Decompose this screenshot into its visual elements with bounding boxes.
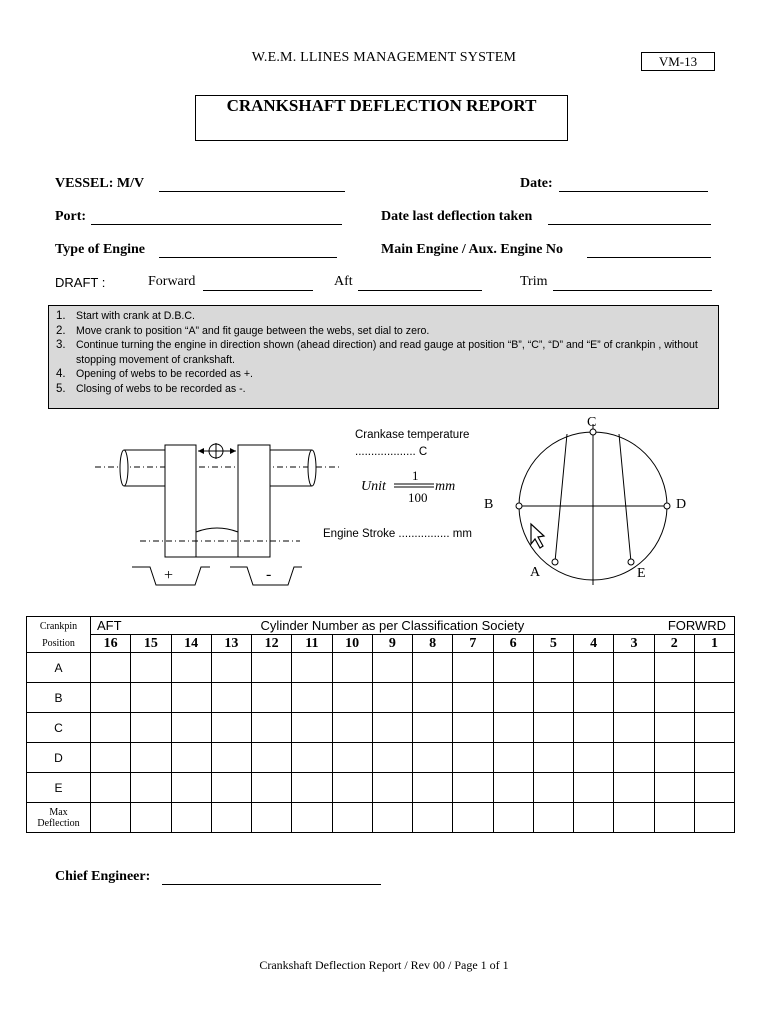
draft-aft-label: Aft	[334, 274, 353, 289]
reading-cell[interactable]	[493, 743, 533, 773]
reading-cell[interactable]	[453, 683, 493, 713]
reading-cell[interactable]	[413, 773, 453, 803]
reading-cell[interactable]	[694, 683, 734, 713]
row-label-max-deflection: Max Deflection	[27, 803, 91, 833]
cylinder-number-cell: 2	[654, 635, 694, 653]
reading-cell[interactable]	[372, 803, 412, 833]
cylinder-number-cell: 15	[131, 635, 171, 653]
date-input-line[interactable]	[559, 191, 708, 192]
reading-cell[interactable]	[493, 653, 533, 683]
reading-cell[interactable]	[292, 653, 332, 683]
reading-cell[interactable]	[453, 743, 493, 773]
reading-cell[interactable]	[91, 713, 131, 743]
reading-cell[interactable]	[413, 683, 453, 713]
position-d-label: D	[676, 497, 687, 512]
reading-cell[interactable]	[91, 683, 131, 713]
draft-forward-input-line[interactable]	[203, 290, 313, 291]
reading-cell[interactable]	[131, 743, 171, 773]
reading-cell[interactable]	[171, 803, 211, 833]
reading-cell[interactable]	[131, 683, 171, 713]
unit-denominator: 100	[408, 490, 428, 505]
reading-cell[interactable]	[332, 713, 372, 743]
reading-cell[interactable]	[453, 713, 493, 743]
reading-cell[interactable]	[574, 713, 614, 743]
reading-cell[interactable]	[91, 743, 131, 773]
reading-cell[interactable]	[413, 713, 453, 743]
unit-fraction-bar	[394, 483, 434, 489]
vessel-label: VESSEL: M/V	[55, 176, 145, 191]
date-label: Date:	[520, 176, 553, 191]
row-label-d: D	[27, 743, 91, 773]
reading-cell[interactable]	[332, 743, 372, 773]
cylinder-number-cell: 8	[413, 635, 453, 653]
port-input-line[interactable]	[91, 224, 342, 225]
page-footer: Crankshaft Deflection Report / Rev 00 / Page 1 of 1	[259, 958, 509, 972]
cylinder-number-cell: 7	[453, 635, 493, 653]
reading-cell[interactable]	[131, 773, 171, 803]
reading-cell[interactable]	[574, 803, 614, 833]
reading-cell[interactable]	[574, 683, 614, 713]
instruction-item: 1. Start with crank at D.B.C.	[56, 310, 195, 322]
reading-cell[interactable]	[654, 683, 694, 713]
reading-cell[interactable]	[614, 713, 654, 743]
reading-cell[interactable]	[533, 803, 573, 833]
position-b-label: B	[484, 497, 494, 512]
instruction-item: 3. Continue turning the engine in direction shown (ahead direction) and read gauge at position “B”, “C”, “D” and “E” of crankpin , without stopping movement of crankshaft.	[56, 339, 698, 366]
cylinder-number-cell: 3	[614, 635, 654, 653]
crankcase-temp-field[interactable]: ................... C	[355, 446, 428, 458]
reading-cell[interactable]	[91, 773, 131, 803]
reading-cell[interactable]	[91, 803, 131, 833]
reading-cell[interactable]	[211, 803, 251, 833]
reading-cell[interactable]	[292, 743, 332, 773]
cylinder-number-cell: 11	[292, 635, 332, 653]
reading-cell[interactable]	[252, 743, 292, 773]
reading-cell[interactable]	[131, 803, 171, 833]
draft-label: DRAFT :	[55, 275, 106, 290]
reading-cell[interactable]	[171, 773, 211, 803]
position-c-label: C	[587, 415, 597, 430]
reading-cell[interactable]	[614, 803, 654, 833]
reading-cell[interactable]	[252, 713, 292, 743]
reading-cell[interactable]	[292, 803, 332, 833]
reading-cell[interactable]	[654, 743, 694, 773]
trim-input-line[interactable]	[553, 290, 712, 291]
reading-cell[interactable]	[493, 683, 533, 713]
reading-cell[interactable]	[574, 653, 614, 683]
table-row	[27, 743, 735, 773]
position-e-label: E	[637, 566, 646, 581]
cylinder-number-cell: 13	[211, 635, 251, 653]
table-row	[27, 803, 735, 833]
reading-cell[interactable]	[453, 653, 493, 683]
date-last-label: Date last deflection taken	[381, 209, 533, 224]
reading-cell[interactable]	[614, 773, 654, 803]
aft-header: AFT	[91, 617, 172, 635]
row-label-b: B	[27, 683, 91, 713]
report-title: CRANKSHAFT DEFLECTION REPORT	[226, 96, 537, 115]
reading-cell[interactable]	[654, 653, 694, 683]
cylinder-number-cell: 10	[332, 635, 372, 653]
row-label-a: A	[27, 653, 91, 683]
reading-cell[interactable]	[332, 773, 372, 803]
reading-cell[interactable]	[91, 653, 131, 683]
reading-cell[interactable]	[413, 743, 453, 773]
reading-cell[interactable]	[453, 803, 493, 833]
table-header-row	[27, 617, 735, 635]
reading-cell[interactable]	[694, 773, 734, 803]
document-code: VM-13	[641, 52, 715, 71]
deflection-table	[26, 616, 735, 833]
draft-aft-input-line[interactable]	[358, 290, 482, 291]
cylinder-number-header: Cylinder Number as per Classification Society	[171, 617, 614, 635]
reading-cell[interactable]	[493, 803, 533, 833]
reading-cell[interactable]	[453, 773, 493, 803]
engine-no-input-line[interactable]	[587, 257, 711, 258]
reading-cell[interactable]	[372, 683, 412, 713]
instructions-box	[48, 305, 719, 409]
engine-no-label: Main Engine / Aux. Engine No	[381, 242, 564, 257]
reading-cell[interactable]	[292, 713, 332, 743]
reading-cell[interactable]	[211, 683, 251, 713]
reading-cell[interactable]	[654, 803, 694, 833]
reading-cell[interactable]	[614, 683, 654, 713]
port-label: Port:	[55, 209, 87, 224]
reading-cell[interactable]	[332, 683, 372, 713]
reading-cell[interactable]	[131, 653, 171, 683]
reading-cell[interactable]	[694, 743, 734, 773]
chief-engineer-signature-line[interactable]	[162, 884, 381, 885]
crankcase-temp-label: Crankase temperature	[355, 429, 470, 441]
reading-cell[interactable]	[211, 713, 251, 743]
reading-cell[interactable]	[694, 803, 734, 833]
reading-cell[interactable]	[292, 773, 332, 803]
table-row	[27, 713, 735, 743]
instruction-item: 4. Opening of webs to be recorded as +.	[56, 368, 253, 380]
reading-cell[interactable]	[372, 653, 412, 683]
row-label-e: E	[27, 773, 91, 803]
table-row	[27, 773, 735, 803]
reading-cell[interactable]	[533, 683, 573, 713]
reading-cell[interactable]	[533, 743, 573, 773]
reading-cell[interactable]	[533, 773, 573, 803]
engine-type-label: Type of Engine	[55, 242, 145, 257]
crankpin-position-header: Crankpin Position	[27, 617, 91, 653]
reading-cell[interactable]	[694, 653, 734, 683]
reading-cell[interactable]	[252, 773, 292, 803]
cylinder-number-cell: 6	[493, 635, 533, 653]
unit-numerator: 1	[412, 468, 419, 483]
reading-cell[interactable]	[574, 773, 614, 803]
reading-cell[interactable]	[252, 653, 292, 683]
reading-cell[interactable]	[533, 713, 573, 743]
reading-cell[interactable]	[211, 773, 251, 803]
draft-forward-label: Forward	[148, 274, 196, 289]
reading-cell[interactable]	[171, 683, 211, 713]
cylinder-number-cell: 5	[533, 635, 573, 653]
crankshaft-diagram	[90, 430, 350, 590]
cylinder-number-cell: 4	[574, 635, 614, 653]
cylinder-number-cell: 16	[91, 635, 131, 653]
reading-cell[interactable]	[252, 683, 292, 713]
reading-cell[interactable]	[654, 713, 694, 743]
reading-cell[interactable]	[654, 773, 694, 803]
reading-cell[interactable]	[171, 653, 211, 683]
opening-plus-sign: +	[164, 567, 174, 584]
reading-cell[interactable]	[694, 713, 734, 743]
date-last-input-line[interactable]	[548, 224, 711, 225]
reading-cell[interactable]	[171, 713, 211, 743]
engine-stroke-field[interactable]: Engine Stroke ................ mm	[323, 528, 472, 540]
cylinder-number-cell: 14	[171, 635, 211, 653]
reading-cell[interactable]	[211, 653, 251, 683]
reading-cell[interactable]	[493, 773, 533, 803]
reading-cell[interactable]	[211, 743, 251, 773]
engine-type-input-line[interactable]	[159, 257, 337, 258]
reading-cell[interactable]	[372, 743, 412, 773]
cylinder-number-cell: 9	[372, 635, 412, 653]
instruction-item: 2. Move crank to position “A” and fit gauge between the webs, set dial to zero.	[56, 324, 430, 337]
reading-cell[interactable]	[413, 803, 453, 833]
crank-position-diagram	[505, 420, 680, 585]
reading-cell[interactable]	[614, 653, 654, 683]
reading-cell[interactable]	[574, 743, 614, 773]
instruction-item: 5. Closing of webs to be recorded as -.	[56, 382, 246, 395]
reading-cell[interactable]	[332, 653, 372, 683]
reading-cell[interactable]	[372, 713, 412, 743]
reading-cell[interactable]	[292, 683, 332, 713]
system-title: W.E.M. LLINES MANAGEMENT SYSTEM	[251, 50, 517, 65]
cylinder-number-row	[27, 635, 735, 653]
reading-cell[interactable]	[372, 773, 412, 803]
unit-mm: mm	[435, 479, 456, 494]
reading-cell[interactable]	[131, 713, 171, 743]
reading-cell[interactable]	[493, 713, 533, 743]
vessel-input-line[interactable]	[159, 191, 345, 192]
reading-cell[interactable]	[614, 743, 654, 773]
reading-cell[interactable]	[252, 803, 292, 833]
trim-label: Trim	[520, 274, 548, 289]
table-row	[27, 653, 735, 683]
unit-label: Unit	[361, 479, 386, 494]
cylinder-number-cell: 1	[694, 635, 734, 653]
cylinder-number-cell: 12	[252, 635, 292, 653]
reading-cell[interactable]	[413, 653, 453, 683]
reading-cell[interactable]	[332, 803, 372, 833]
forward-header: FORWRD	[614, 617, 735, 635]
row-label-c: C	[27, 713, 91, 743]
chief-engineer-label: Chief Engineer:	[55, 869, 151, 884]
reading-cell[interactable]	[171, 743, 211, 773]
closing-minus-sign: -	[266, 566, 272, 583]
table-row	[27, 683, 735, 713]
position-a-label: A	[530, 565, 541, 580]
reading-cell[interactable]	[533, 653, 573, 683]
